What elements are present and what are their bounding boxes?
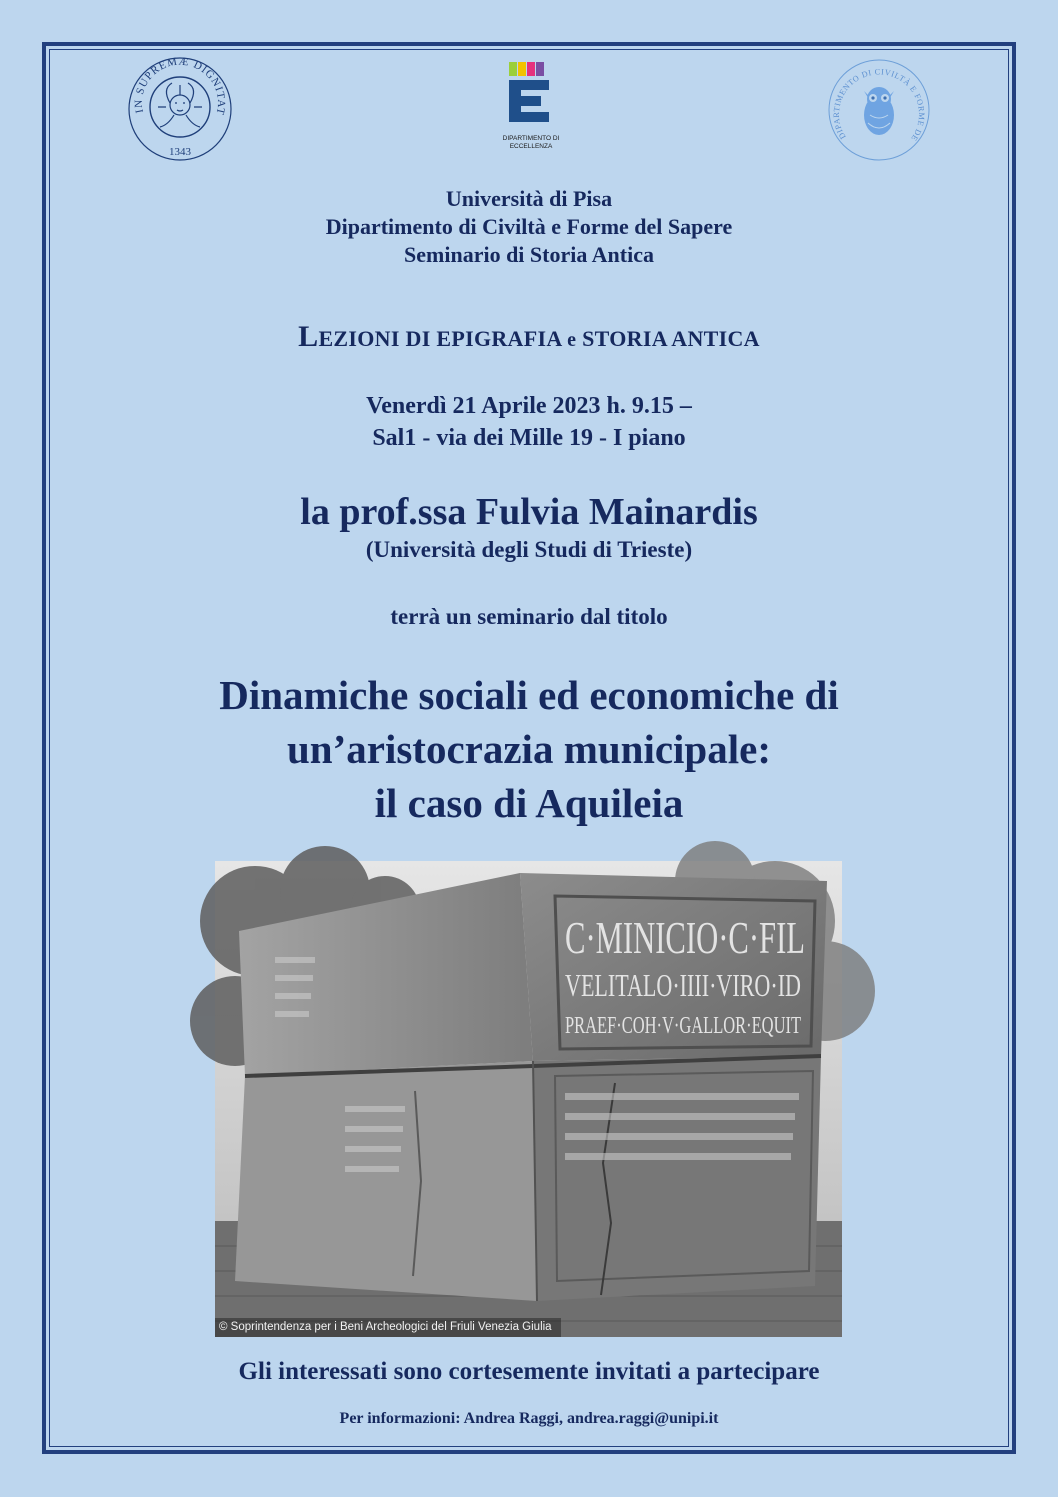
university-name: Università di Pisa — [445, 186, 613, 211]
university-pisa-seal-logo — [126, 55, 234, 163]
svg-text:IN SUPREMÆ DIGNITATIS — [126, 55, 227, 117]
talk-title — [0, 668, 1058, 830]
owl-ring-text: DIPARTIMENTO DI CIVILTÀ E FORME DE — [831, 67, 927, 143]
series-initial: L — [298, 320, 319, 353]
seal-motto: IN SUPREMÆ DIGNITAT — [132, 55, 228, 117]
event-date: Venerdì 21 Aprile 2023 h. 9.15 – — [366, 393, 692, 419]
invitation-text: Gli interessati sono cortesemente invitati a partecipare — [238, 1358, 820, 1385]
speaker-name: la prof.ssa Fulvia Mainardis — [300, 491, 758, 533]
talk-title-line-2: un’aristocrazia municipale: — [287, 726, 771, 772]
contact-info: Per informazioni: Andrea Raggi, andrea.raggi@unipi.it — [339, 1410, 719, 1427]
monument-photo — [215, 861, 842, 1337]
logo-center-line1: DIPARTIMENTO DI — [502, 135, 560, 142]
seal-year: 1343 — [169, 146, 191, 158]
dipartimento-eccellenza-logo — [495, 62, 567, 154]
inscription-line-2: VELITALO·IIII·VIRO·ID — [565, 967, 801, 1003]
inscription-line-3: PRAEF·COH·V·GALLOR·EQUIT — [565, 1013, 802, 1039]
department-name: Dipartimento di Civiltà e Forme del Sapere — [325, 214, 733, 239]
event-place: Sal1 - via dei Mille 19 - I piano — [372, 425, 686, 451]
inscription-line-1: C·MINICIO·C·FIL — [565, 912, 805, 963]
series-part-2: STORIA ANTICA — [582, 326, 760, 351]
event-details — [0, 390, 1058, 454]
talk-title-line-1: Dinamiche sociali ed economiche di — [219, 672, 839, 718]
seminar-intro: terrà un seminario dal titolo — [390, 604, 668, 629]
series-conj: e — [567, 329, 577, 351]
institution-header — [0, 185, 1058, 269]
seminar-name: Seminario di Storia Antica — [404, 242, 654, 267]
talk-title-line-3: il caso di Aquileia — [374, 780, 684, 826]
logo-center-line2: ECCELLENZA — [509, 143, 553, 150]
series-part-1: EZIONI DI EPIGRAFIA — [318, 326, 562, 351]
photo-credit: © Soprintendenza per i Beni Archeologici del Friuli Venezia Giulia — [215, 1318, 561, 1337]
series-title — [0, 320, 1058, 354]
department-owl-logo — [826, 57, 932, 163]
speaker-affiliation: (Università degli Studi di Trieste) — [365, 537, 693, 562]
